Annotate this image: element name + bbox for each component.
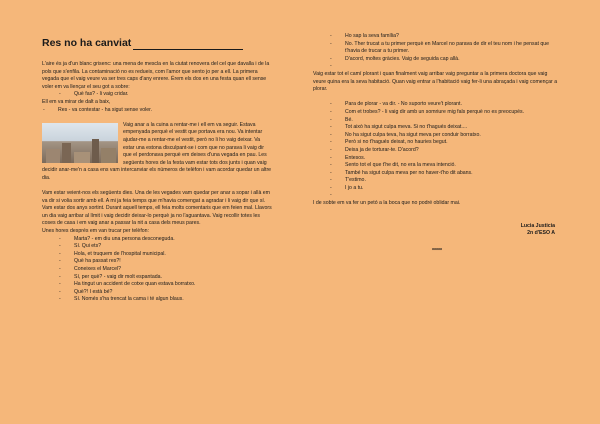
dialogue-block-3 bbox=[42, 236, 272, 304]
dialogue-text: Com et trobes? - li vaig dir amb un somriure mig fals perquè no es preocupés. bbox=[345, 108, 525, 115]
dialogue-block-right-2 bbox=[313, 101, 561, 200]
right-paragraph-1: Vaig estar tot el camí plorant i quan finalment vaig arribar vaig preguntar a la primera doctora que vaig veure quina era la seva habitació. Quan vaig entrar a l'habitació vaig fer-li una abraçada i vaig començar a plorar. bbox=[313, 70, 558, 93]
dialogue-text: Coneixes el Marcel? bbox=[74, 266, 121, 273]
dialogue-line bbox=[42, 107, 272, 115]
right-column bbox=[313, 0, 561, 424]
dialogue-line bbox=[313, 56, 561, 64]
dialogue-line bbox=[313, 192, 561, 200]
dialogue-block-2 bbox=[42, 107, 272, 115]
dialogue-text: Però si no t'hagués deixat, no hauries begut. bbox=[345, 139, 448, 146]
dialogue-line bbox=[42, 266, 272, 274]
spacer bbox=[313, 208, 561, 216]
dialogue-text bbox=[345, 192, 561, 200]
dialogue-line bbox=[313, 139, 561, 147]
dialogue-dash: - bbox=[59, 288, 61, 295]
dialogue-dash: - bbox=[330, 146, 332, 153]
paragraph-3: Vam estar dos anys sortint. Durant aquell temps, ell feia molts comentaris que em feien mal. Llavors un dia vaig arribar al límit i vaig decidir deixar-lo perquè ja no l'aguantava. Vaig recollir totes les coses de casa i em vaig anar a passar la nit a casa dels meus pares. bbox=[42, 205, 272, 227]
dialogue-dash: - bbox=[59, 273, 61, 280]
dialogue-line bbox=[42, 251, 272, 259]
dialogue-line bbox=[313, 170, 561, 178]
dialogue-dash: - bbox=[330, 154, 332, 161]
dialogue-text: Deixa ja de torturar-te. D'acord? bbox=[345, 146, 419, 153]
author-name: Lucia Justicia bbox=[520, 222, 555, 229]
dialogue-dash: - bbox=[59, 250, 61, 257]
dialogue-text: Sí. Només s'ha trencat la cama i té algun blaus. bbox=[74, 296, 184, 303]
dialogue-line bbox=[313, 41, 561, 56]
dialogue-text: Ha tingut un accident de cotxe quan estava borratxo. bbox=[74, 281, 196, 288]
dialogue-text: I jo a tu. bbox=[345, 184, 364, 191]
building-shape bbox=[101, 148, 116, 163]
dialogue-text: Marta? - em diu una persona desconeguda. bbox=[74, 235, 175, 242]
paragraph-2: Vam estar veient-nos els següents dies. Una de les vegades vam quedar per anar a sopar i allà em va dir si volia sortir amb ell. A mi ja feia temps que m'havia comengat a agradar i li vaig dir que sí. bbox=[42, 190, 270, 204]
dialogue-dash: - bbox=[59, 296, 61, 303]
dialogue-dash: - bbox=[330, 192, 332, 199]
dialogue-line bbox=[313, 177, 561, 185]
dialogue-text: Sí, per què? - vaig dir molt espantada. bbox=[74, 273, 162, 280]
photo-paragraph bbox=[42, 122, 272, 183]
dialogue-line bbox=[313, 124, 561, 132]
spacer bbox=[42, 114, 272, 122]
dialogue-line bbox=[313, 162, 561, 170]
dialogue-text: Què ha passat res?! bbox=[74, 258, 121, 265]
dialogue-dash: - bbox=[59, 266, 61, 273]
dialogue-text: Res - va contestar - ha sigut sense voler. bbox=[58, 106, 152, 113]
intro-paragraph: L'aire és ja d'un blanc grisenc: una mena de mescla en la ciutat renovera del cel que davalla i de la pols que s'enfila. La contaminació no es redueix, com l'amor que sento jo per a ell. La primera vegada que el vaig veure va ser tres caps d'any enrere. Érem els dos en una festa quan ell sense voler em va llençar el seu got a sobre: bbox=[42, 61, 270, 90]
dialogue-line bbox=[313, 63, 561, 71]
dialogue-text: Què?! I està bé? bbox=[74, 288, 113, 295]
building-shape bbox=[46, 149, 60, 163]
dialogue-dash: - bbox=[330, 33, 332, 39]
dialogue-dash: - bbox=[330, 131, 332, 138]
dialogue-line bbox=[313, 109, 561, 117]
dialogue-line bbox=[313, 117, 561, 125]
dialogue-line bbox=[42, 281, 272, 289]
dialogue-dash: - bbox=[59, 235, 61, 242]
end-stars: ***** bbox=[431, 248, 443, 255]
dialogue-text: Ho sap la seva família? bbox=[345, 33, 399, 39]
dialogue-block-1 bbox=[42, 91, 272, 99]
dialogue-text: Tot això ha sigut culpa meva. Si no t'hagués deixat.... bbox=[345, 124, 468, 131]
dialogue-line bbox=[313, 147, 561, 155]
dialogue-dash: - bbox=[330, 162, 332, 169]
story-title bbox=[42, 37, 272, 50]
dialogue-line bbox=[42, 258, 272, 266]
dialogue-text: T'estimo. bbox=[345, 177, 366, 184]
dialogue-text: Què fas? - li vaig cridar. bbox=[74, 91, 129, 98]
dialogue-dash: - bbox=[330, 101, 332, 108]
dialogue-line bbox=[313, 132, 561, 140]
story-title-text: Res no ha canviat bbox=[42, 37, 132, 49]
dialogue-dash: - bbox=[330, 169, 332, 176]
dialogue-text: D'acord, moltes gràcies. Vaig de seguida cap allà. bbox=[345, 55, 460, 62]
dialogue-dash: - bbox=[330, 55, 332, 62]
dialogue-dash: - bbox=[330, 63, 332, 70]
dialogue-line bbox=[313, 33, 561, 41]
dialogue-dash: - bbox=[330, 177, 332, 184]
spacer bbox=[313, 215, 561, 223]
dialogue-block-right-1 bbox=[313, 33, 561, 71]
narration-line: Ell em va mirar de dalt a baix, bbox=[42, 98, 111, 105]
building-shape bbox=[74, 152, 90, 163]
dialogue-text: Entesos. bbox=[345, 154, 366, 161]
dialogue-dash: - bbox=[330, 184, 332, 191]
author-class: 2n d'ESO A bbox=[527, 230, 555, 237]
dialogue-line bbox=[42, 243, 272, 251]
dialogue-dash: - bbox=[330, 139, 332, 146]
dialogue-text bbox=[345, 63, 561, 71]
dialogue-dash: - bbox=[59, 91, 61, 98]
dialogue-line bbox=[42, 274, 272, 282]
photo-paragraph-text: Vaig anar a la cuina a rentar-me i ell em va seguir. Estava empenyada perquè el vestit que portava era nou. Va intentar ajudar-me a rentar-me el vestit, però no li ho vaig deixar. Va estar una estona disculpant-se i com que no parava li vaig dir que el perdonava perquè em deixes d'una vegada en pau. Les següents hores de la festa vam estar tots dos junts i quan vaig decidir anar-me'n a casa ens vam intercanviar els números de telèfon i vam acordar quedar un altre dia. bbox=[42, 121, 272, 181]
dialogue-dash: - bbox=[330, 108, 332, 115]
top-spacer bbox=[313, 0, 561, 33]
building-shape bbox=[62, 143, 71, 163]
dialogue-dash: - bbox=[43, 106, 45, 113]
city-smog-photo bbox=[42, 123, 118, 163]
dialogue-text: No. Ther trucat a tu primer perquè en Marcel no parava de dir el teu nom i he pensat que t'havia de trucar a tu primer. bbox=[345, 40, 550, 55]
closing-line: I de sobte em va fer un petó a la boca que no podré oblidar mai. bbox=[313, 200, 461, 207]
building-shape bbox=[92, 139, 99, 163]
dialogue-line bbox=[313, 101, 561, 109]
dialogue-text: Sento tot el que t'he dit, no era la meva intenció. bbox=[345, 162, 456, 169]
dialogue-line bbox=[313, 155, 561, 163]
dialogue-dash: - bbox=[330, 124, 332, 131]
dialogue-text: També ha sigut culpa meva per no haver-t'ho dit abans. bbox=[345, 169, 473, 176]
dialogue-line bbox=[313, 185, 561, 193]
dialogue-text: Para de plorar - va dir. - No suporto veure't plorant. bbox=[345, 101, 462, 108]
dialogue-dash: - bbox=[59, 243, 61, 250]
dialogue-line bbox=[42, 236, 272, 244]
spacer bbox=[313, 94, 561, 102]
dialogue-dash: - bbox=[59, 258, 61, 265]
dialogue-line bbox=[42, 296, 272, 304]
dialogue-text: Bé. bbox=[345, 116, 353, 123]
spacer bbox=[42, 183, 272, 191]
dialogue-text: Sí. Qui ets? bbox=[74, 243, 102, 250]
title-underline bbox=[133, 38, 243, 50]
dialogue-dash: - bbox=[59, 281, 61, 288]
dialogue-dash: - bbox=[330, 116, 332, 123]
paragraph-4: Unes hores després em van trucar per telèfon: bbox=[42, 228, 149, 235]
left-column bbox=[42, 0, 272, 424]
dialogue-line bbox=[42, 289, 272, 297]
dialogue-text: Hola, et truquem de l'hospital municipal. bbox=[74, 250, 166, 257]
dialogue-dash: - bbox=[330, 40, 332, 47]
dialogue-text: No ha sigut culpa teva, ha sigut meva per conduir borratxo. bbox=[345, 131, 481, 138]
dialogue-line bbox=[42, 91, 272, 99]
